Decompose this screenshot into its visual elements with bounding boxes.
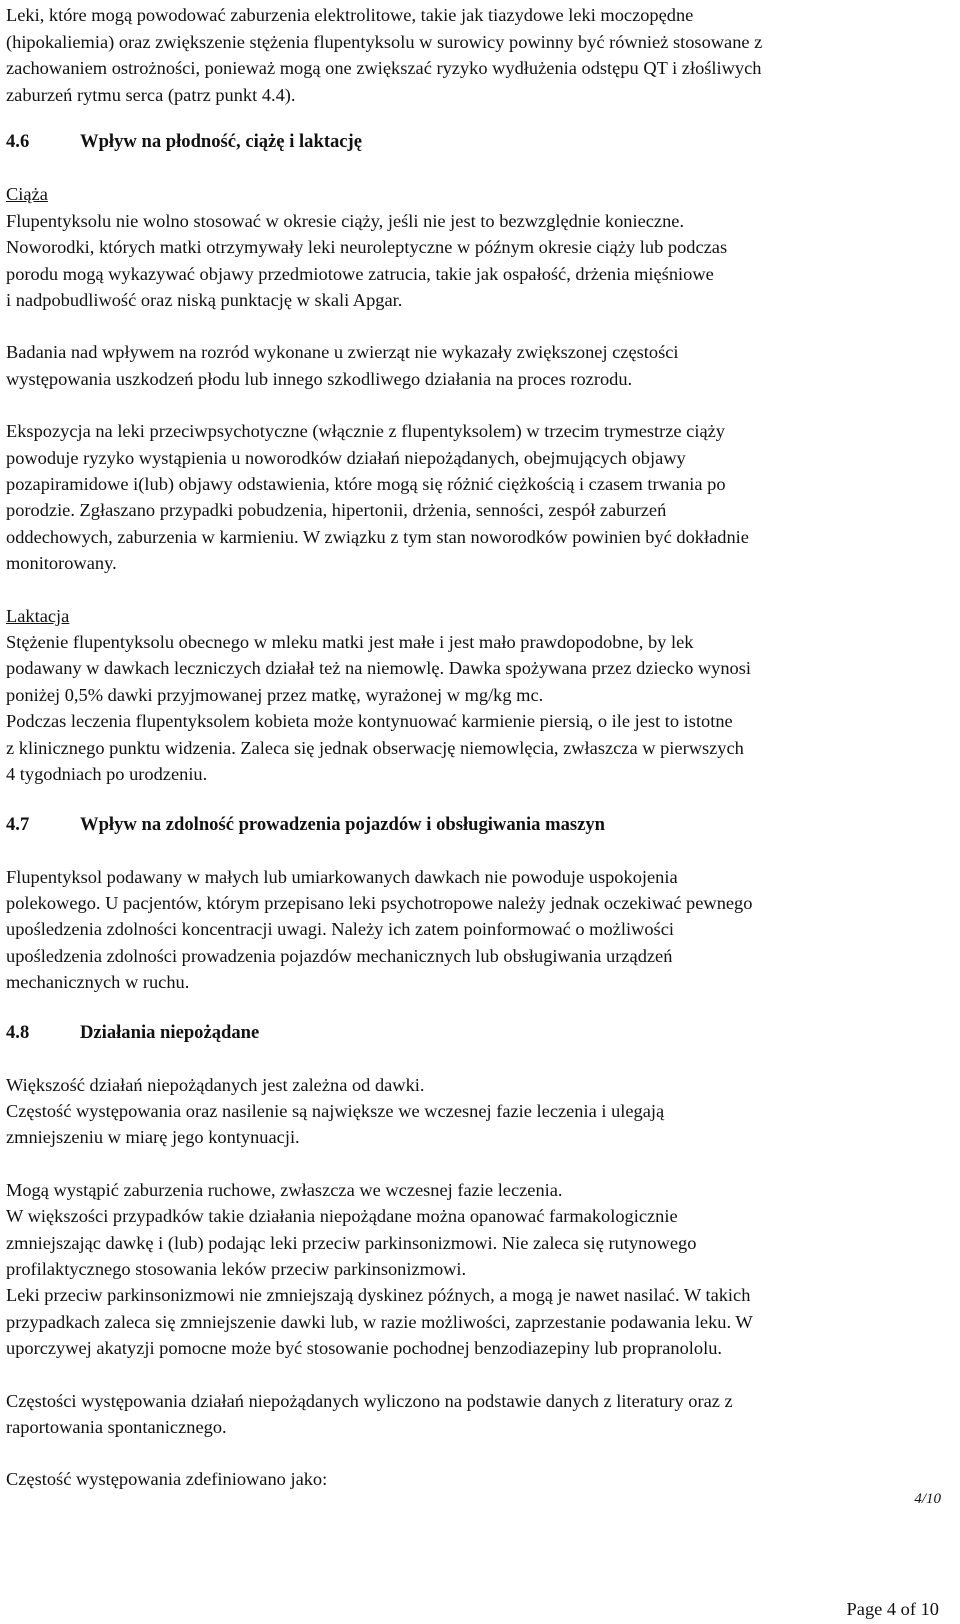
- page-footer: Page 4 of 10: [846, 1599, 939, 1619]
- text-line: (hipokaliemia) oraz zwiększenie stężenia flupentyksolu w surowicy powinny być również stosowane z: [6, 31, 763, 52]
- text-line: zmniejszając dawkę i (lub) podając leki przeciw parkinsonizmowi. Nie zaleca się rutynowego: [6, 1232, 697, 1253]
- text-line: polekowego. U pacjentów, którym przepisano leki psychotropowe należy jednak oczekiwać pewnego: [6, 892, 753, 913]
- text-line: występowania uszkodzeń płodu lub innego szkodliwego działania na proces rozrodu.: [6, 368, 633, 389]
- text-line: zaburzeń rytmu serca (patrz punkt 4.4).: [6, 84, 296, 105]
- text-line: oddechowych, zaburzenia w karmieniu. W związku z tym stan noworodków powinien być dokładnie: [6, 526, 749, 547]
- document-page: [6, 0, 951, 1493]
- section-title: Działania niepożądane: [80, 1021, 260, 1043]
- section-title: Wpływ na zdolność prowadzenia pojazdów i obsługiwania maszyn: [80, 813, 606, 835]
- paragraph: [6, 864, 951, 996]
- text-line: zachowaniem ostrożności, ponieważ mogą one zwiększać ryzyko wydłużenia odstępu QT i złośliwych: [6, 58, 762, 79]
- text-line: podawany w dawkach leczniczych działał też na niemowlę. Dawka spożywana przez dziecko wynosi: [6, 658, 752, 679]
- text-line: porodu mogą wykazywać objawy przedmiotowe zatrucia, takie jak ospałość, drżenia mięśniowe: [6, 263, 714, 284]
- text-line: zmniejszeniu w miarę jego kontynuacji.: [6, 1127, 300, 1148]
- text-line: Ekspozycja na leki przeciwpsychotyczne (włącznie z flupentyksolem) w trzecim trymestrze ciąży: [6, 421, 725, 442]
- paragraph: [6, 1072, 951, 1151]
- text-line: poniżej 0,5% dawki przyjmowanej przez matkę, wyrażonej w mg/kg mc.: [6, 684, 544, 705]
- paragraph: [6, 1388, 951, 1441]
- text-line: pozapiramidowe i(lub) objawy odstawienia, które mogą się różnić ciężkością i czasem trwania po: [6, 474, 726, 495]
- section-number: 4.8: [6, 1021, 30, 1043]
- text-line: Flupentyksolu nie wolno stosować w okresie ciąży, jeśli nie jest to bezwzględnie konieczne.: [6, 210, 685, 231]
- text-line: mechanicznych w ruchu.: [6, 972, 190, 993]
- text-line: monitorowany.: [6, 553, 117, 574]
- section-heading-4-7: [6, 812, 951, 838]
- text-line: raportowania spontanicznego.: [6, 1417, 227, 1437]
- text-line: Podczas leczenia flupentyksolem kobieta może kontynuować karmienie piersią, o ile jest to istotne: [6, 711, 733, 732]
- text-line: i nadpobudliwość oraz niską punktację w skali Apgar.: [6, 290, 403, 310]
- text-line: Stężenie flupentyksolu obecnego w mleku matki jest małe i jest mało prawdopodobne, by lek: [6, 632, 694, 653]
- text-line: Częstości występowania działań niepożądanych wyliczono na podstawie danych z literatury oraz z: [6, 1390, 733, 1411]
- pregnancy-block: [6, 181, 951, 313]
- text-line: Noworodki, których matki otrzymywały leki neuroleptyczne w późnym okresie ciąży lub podczas: [6, 237, 728, 258]
- text-line: Badania nad wpływem na rozród wykonane u zwierząt nie wykazały zwiększonej częstości: [6, 342, 679, 363]
- text-line: porodzie. Zgłaszano przypadki pobudzenia, hipertonii, drżenia, senności, zespół zaburzeń: [6, 500, 667, 521]
- paragraph: [6, 339, 951, 392]
- paragraph: [6, 418, 951, 576]
- subheading-lactation: Laktacja: [6, 605, 70, 626]
- page-marker: 4/10: [914, 1491, 941, 1507]
- paragraph: [6, 1177, 951, 1362]
- subheading-pregnancy: Ciąża: [6, 184, 48, 205]
- text-line: upośledzenia zdolności koncentracji uwagi. Należy ich zatem poinformować o możliwości: [6, 919, 674, 940]
- paragraph: [6, 1466, 951, 1492]
- text-line: Leki przeciw parkinsonizmowi nie zmniejszają dyskinez późnych, a mogą je nawet nasilać. W takich: [6, 1285, 751, 1306]
- text-line: Częstość występowania zdefiniowano jako:: [6, 1469, 328, 1490]
- text-line: Leki, które mogą powodować zaburzenia elektrolitowe, takie jak tiazydowe leki moczopędne: [6, 5, 694, 25]
- text-line: Częstość występowania oraz nasilenie są największe we wczesnej fazie leczenia i ulegają: [6, 1100, 665, 1121]
- section-number: 4.7: [6, 813, 30, 835]
- section-title: Wpływ na płodność, ciążę i laktację: [80, 131, 363, 153]
- text-line: W większości przypadków takie działania niepożądane można opanować farmakologicznie: [6, 1206, 678, 1227]
- text-line: Mogą wystąpić zaburzenia ruchowe, zwłaszcza we wczesnej fazie leczenia.: [6, 1179, 563, 1200]
- text-line: profilaktycznego stosowania leków przeciw parkinsonizmowi.: [6, 1258, 467, 1279]
- text-line: przypadkach zaleca się zmniejszenie dawki lub, w razie możliwości, zaprzestanie podawania leku. W: [6, 1311, 753, 1332]
- section-number: 4.6: [6, 131, 30, 153]
- section-heading-4-6: [6, 129, 951, 155]
- text-line: uporczywej akatyzji pomocne może być stosowanie pochodnej benzodiazepiny lub propranololu.: [6, 1338, 722, 1359]
- lactation-block: [6, 603, 951, 788]
- text-line: Flupentyksol podawany w małych lub umiarkowanych dawkach nie powoduje uspokojenia: [6, 866, 678, 887]
- intro-paragraph: [6, 2, 951, 108]
- text-line: z klinicznego punktu widzenia. Zaleca się jednak obserwację niemowlęcia, zwłaszcza w pierwszych: [6, 737, 744, 758]
- text-line: powoduje ryzyko wystąpienia u noworodków działań niepożądanych, obejmujących objawy: [6, 447, 686, 468]
- text-line: 4 tygodniach po urodzeniu.: [6, 764, 208, 785]
- text-line: upośledzenia zdolności prowadzenia pojazdów mechanicznych lub obsługiwania urządzeń: [6, 945, 673, 966]
- section-heading-4-8: [6, 1020, 951, 1046]
- text-line: Większość działań niepożądanych jest zależna od dawki.: [6, 1074, 425, 1095]
